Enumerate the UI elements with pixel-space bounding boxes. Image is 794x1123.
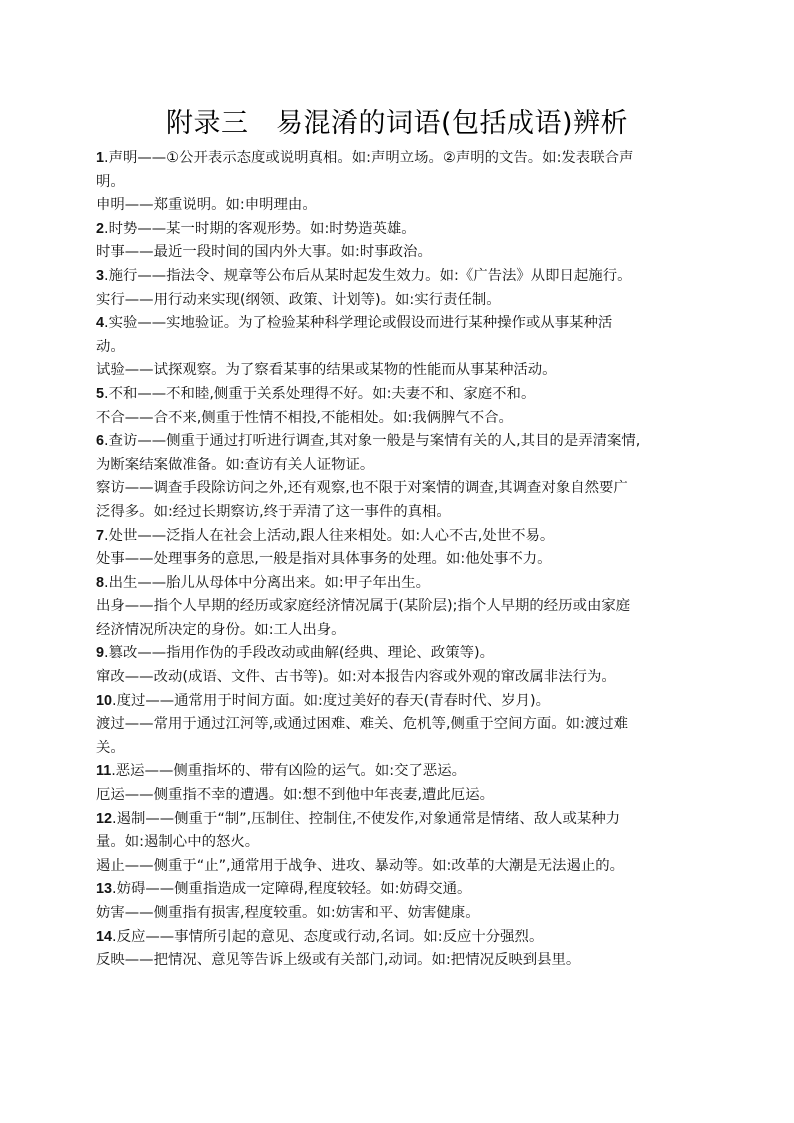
line-text: 申明——郑重说明。如:申明理由。 bbox=[96, 197, 317, 214]
line-text: .声明——①公开表示态度或说明真相。如:声明立场。②声明的文告。如:发表联合声 bbox=[104, 150, 634, 166]
line-text: 关。 bbox=[96, 739, 125, 756]
text-line bbox=[96, 336, 700, 360]
line-text: 为断案结案做准备。如:查访有关人证物证。 bbox=[96, 456, 375, 473]
line-text: .实验——实地验证。为了检验某种科学理论或假设而进行某种操作或从事某种活 bbox=[104, 315, 613, 332]
line-text: .施行——指法令、规章等公布后从某时起发生效力。如:《广告法》从即日起施行。 bbox=[104, 267, 632, 284]
text-line bbox=[96, 430, 700, 454]
text-line bbox=[96, 241, 700, 265]
text-line bbox=[96, 477, 700, 501]
text-line bbox=[96, 595, 700, 619]
entry-number: 14 bbox=[96, 928, 113, 945]
text-line bbox=[96, 808, 700, 832]
line-text: 察访——调查手段除访问之外,还有观察,也不限于对案情的调查,其调查对象自然要广 bbox=[96, 480, 628, 497]
text-line bbox=[96, 548, 700, 572]
page-title: 附录三 易混淆的词语(包括成语)辨析 bbox=[165, 108, 629, 139]
text-line bbox=[96, 194, 700, 218]
entry-number: 9 bbox=[96, 645, 105, 662]
text-line bbox=[96, 454, 700, 478]
entry-number: 6 bbox=[96, 433, 105, 450]
entry-number: 4 bbox=[96, 315, 105, 332]
line-text: 不合——合不来,侧重于性情不相投,不能相处。如:我俩脾气不合。 bbox=[96, 409, 513, 426]
line-text: 厄运——侧重指不幸的遭遇。如:想不到他中年丧妻,遭此厄运。 bbox=[96, 787, 494, 804]
text-line bbox=[96, 265, 700, 289]
line-text: .处世——泛指人在社会上活动,跟人往来相处。如:人心不古,处世不易。 bbox=[104, 527, 555, 544]
entry-number: 8 bbox=[96, 574, 105, 591]
text-line bbox=[96, 855, 700, 879]
line-text: .度过——通常用于时间方面。如:度过美好的春天(青春时代、岁月)。 bbox=[112, 692, 550, 709]
entry-number: 5 bbox=[96, 385, 105, 402]
line-text: .妨碍——侧重指造成一定障碍,程度较轻。如:妨碍交通。 bbox=[112, 881, 472, 898]
text-line bbox=[96, 147, 700, 171]
entry-number: 7 bbox=[96, 527, 105, 544]
text-line bbox=[96, 690, 700, 714]
line-text: .查访——侧重于通过打听进行调查,其对象一般是与案情有关的人,其目的是弄清案情, bbox=[104, 433, 641, 450]
line-text: 反映——把情况、意见等告诉上级或有关部门,动词。如:把情况反映到县里。 bbox=[96, 952, 581, 969]
line-text: 窜改——改动(成语、文件、古书等)。如:对本报告内容或外观的窜改属非法行为。 bbox=[96, 669, 616, 686]
line-text: .反应——事情所引起的意见、态度或行动,名词。如:反应十分强烈。 bbox=[112, 928, 544, 945]
line-text: 处事——处理事务的意思,一般是指对具体事务的处理。如:他处事不力。 bbox=[96, 551, 552, 568]
line-text: .遏制——侧重于“制”,压制住、控制住,不使发作,对象通常是情绪、敌人或某种力 bbox=[112, 810, 621, 827]
text-line bbox=[96, 359, 700, 383]
text-line bbox=[96, 501, 700, 525]
text-line bbox=[96, 312, 700, 336]
entry-number: 13 bbox=[96, 881, 113, 898]
entry-number: 1 bbox=[96, 150, 105, 166]
text-line bbox=[96, 289, 700, 313]
text-line bbox=[96, 383, 700, 407]
line-text: 经济情况所决定的身份。如:工人出身。 bbox=[96, 621, 346, 638]
text-line bbox=[96, 619, 700, 643]
text-line bbox=[96, 760, 700, 784]
document-body bbox=[96, 147, 700, 973]
text-line bbox=[96, 949, 700, 973]
line-text: 试验——试探观察。为了察看某事的结果或某物的性能而从事某种活动。 bbox=[96, 362, 557, 379]
line-text: 量。如:遏制心中的怒火。 bbox=[96, 834, 260, 851]
line-text: 泛得多。如:经过长期察访,终于弄清了这一事件的真相。 bbox=[96, 503, 451, 520]
line-text: .不和——不和睦,侧重于关系处理得不好。如:夫妻不和、家庭不和。 bbox=[104, 385, 536, 402]
text-line bbox=[96, 784, 700, 808]
text-line bbox=[96, 218, 700, 242]
text-line bbox=[96, 831, 700, 855]
line-text: .出生——胎儿从母体中分离出来。如:甲子年出生。 bbox=[104, 574, 431, 591]
text-line bbox=[96, 525, 700, 549]
line-text: 遏止——侧重于“止”,通常用于战争、进攻、暴动等。如:改革的大潮是无法遏止的。 bbox=[96, 857, 625, 874]
line-text: 妨害——侧重指有损害,程度较重。如:妨害和平、妨害健康。 bbox=[96, 905, 480, 921]
text-line bbox=[96, 713, 700, 737]
line-text: .篡改——指用作伪的手段改动或曲解(经典、理论、政策等)。 bbox=[104, 645, 494, 662]
text-line bbox=[96, 902, 700, 926]
line-text: 实行——用行动来实现(纲领、政策、计划等)。如:实行责任制。 bbox=[96, 291, 501, 308]
entry-number: 2 bbox=[96, 220, 105, 237]
line-text: 动。 bbox=[96, 338, 125, 355]
entry-number: 12 bbox=[96, 810, 113, 827]
text-line bbox=[96, 171, 700, 195]
line-text: .恶运——侧重指坏的、带有凶险的运气。如:交了恶运。 bbox=[111, 763, 467, 780]
text-line bbox=[96, 572, 700, 596]
line-text: 明。 bbox=[96, 173, 125, 190]
text-line bbox=[96, 666, 700, 690]
text-line bbox=[96, 878, 700, 902]
line-text: 时事——最近一段时间的国内外大事。如:时事政治。 bbox=[96, 244, 432, 261]
entry-number: 11 bbox=[96, 763, 112, 780]
text-line bbox=[96, 642, 700, 666]
entry-number: 3 bbox=[96, 267, 105, 284]
text-line bbox=[96, 926, 700, 950]
line-text: .时势——某一时期的客观形势。如:时势造英雄。 bbox=[104, 220, 416, 237]
line-text: 出身——指个人早期的经历或家庭经济情况属于(某阶层);指个人早期的经历或由家庭 bbox=[96, 598, 631, 615]
text-line bbox=[96, 737, 700, 761]
entry-number: 10 bbox=[96, 692, 113, 709]
text-line bbox=[96, 407, 700, 431]
line-text: 渡过——常用于通过江河等,或通过困难、难关、危机等,侧重于空间方面。如:渡过难 bbox=[96, 716, 629, 733]
